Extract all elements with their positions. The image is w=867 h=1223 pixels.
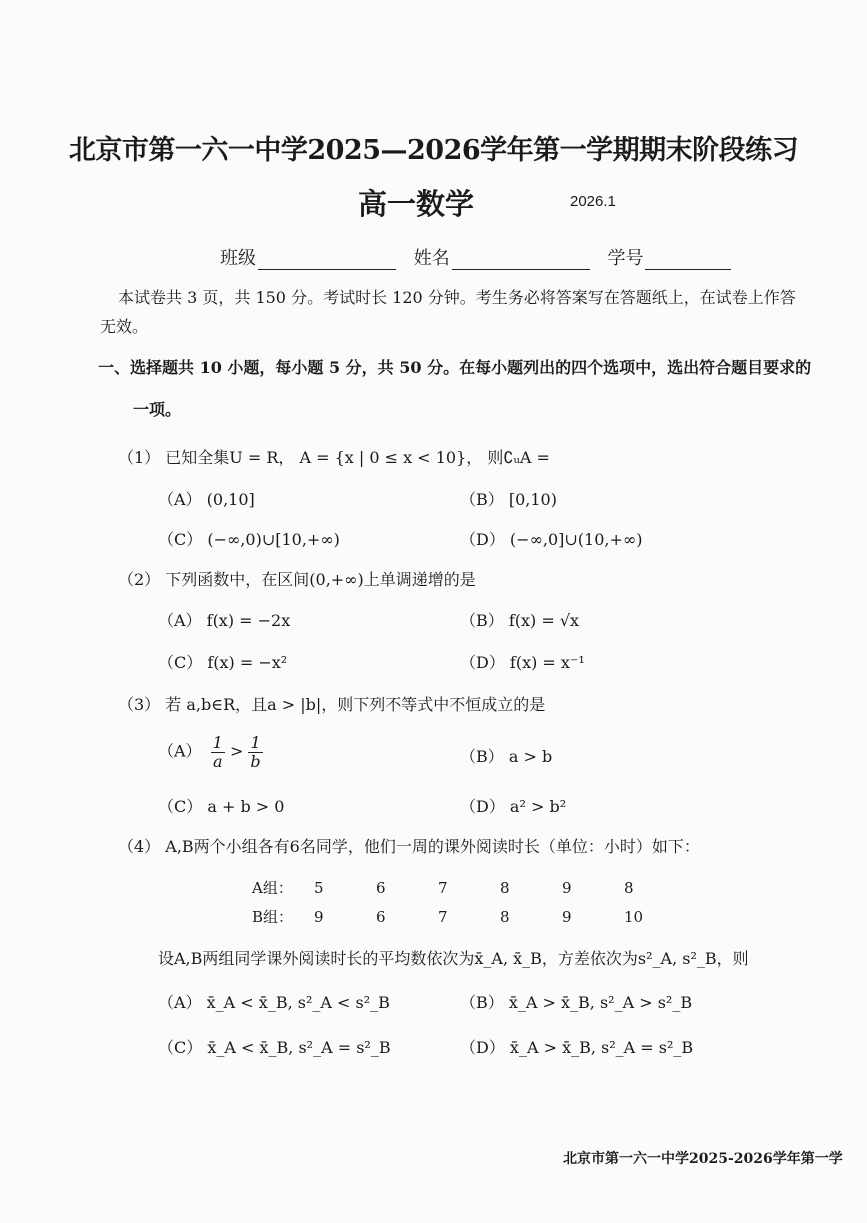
question-4-follow: 设A,B两组同学课外阅读时长的平均数依次为x̄_A, x̄_B，方差依次为s²_A, s²_B，则 bbox=[158, 949, 749, 968]
instructions-line-2: 无效。 bbox=[100, 317, 149, 336]
q1-option-d[interactable]: （D） (−∞,0]∪(10,+∞) bbox=[460, 530, 643, 549]
subject-title: 高一数学 bbox=[358, 187, 475, 221]
question-1-stem: （1） 已知全集U = R， A = {x | 0 ≤ x < 10}， 则∁ᵤA = bbox=[118, 448, 550, 467]
exam-date: 2026.1 bbox=[570, 193, 616, 210]
q3-option-c[interactable]: （C） a + b > 0 bbox=[158, 797, 285, 816]
table-row-a: A组： 5 6 7 8 9 8 bbox=[252, 879, 634, 897]
exam-title: 北京市第一六一中学2025—2026学年第一学期期末阶段练习 bbox=[68, 135, 799, 166]
q4-option-a[interactable]: （A） x̄_A < x̄_B, s²_A < s²_B bbox=[158, 993, 390, 1012]
student-info-fields bbox=[220, 244, 731, 270]
q2-option-a[interactable]: （A） f(x) = −2x bbox=[158, 611, 291, 630]
question-2-stem: （2） 下列函数中，在区间(0,+∞)上单调递增的是 bbox=[118, 570, 476, 589]
student-id-field[interactable]: 学号 bbox=[607, 244, 731, 270]
question-3-stem: （3） 若 a,b∈R，且a > |b|，则下列不等式中不恒成立的是 bbox=[118, 695, 546, 714]
question-4-stem: （4） A,B两个小组各有6名同学，他们一周的课外阅读时长（单位：小时）如下： bbox=[118, 837, 700, 856]
q1-option-c[interactable]: （C） (−∞,0)∪[10,+∞) bbox=[158, 530, 340, 549]
q1-option-b[interactable]: （B） [0,10) bbox=[460, 490, 557, 509]
q3-option-d[interactable]: （D） a² > b² bbox=[460, 797, 567, 816]
instructions-line-1: 本试卷共 3 页，共 150 分。考试时长 120 分钟。考生务必将答案写在答题纸上，在试卷上作答 bbox=[118, 288, 796, 307]
q4-option-c[interactable]: （C） x̄_A < x̄_B, s²_A = s²_B bbox=[158, 1038, 391, 1057]
q3-option-b[interactable]: （B） a > b bbox=[460, 747, 553, 766]
q4-option-d[interactable]: （D） x̄_A > x̄_B, s²_A = s²_B bbox=[460, 1038, 694, 1057]
fraction-one-over-a: $\frac{1}{a}$ bbox=[212, 733, 223, 771]
table-row-b: B组： 9 6 7 8 9 10 bbox=[252, 908, 644, 926]
section-heading: 一、选择题共 10 小题，每小题 5 分，共 50 分。在每小题列出的四个选项中，选出符合题目要求的 bbox=[98, 358, 812, 377]
q2-option-c[interactable]: （C） f(x) = −x² bbox=[158, 653, 288, 672]
name-field[interactable]: 姓名 bbox=[414, 244, 590, 270]
class-field[interactable]: 班级 bbox=[220, 244, 396, 270]
fraction-one-over-b: $\frac{1}{b}$ bbox=[250, 733, 261, 771]
q2-option-b[interactable]: （B） f(x) = √x bbox=[460, 611, 580, 630]
q2-option-d[interactable]: （D） f(x) = x⁻¹ bbox=[460, 653, 585, 672]
q3-option-a[interactable]: （A） $\frac{1}{a}$ > $\frac{1}{b}$ bbox=[158, 733, 261, 771]
q4-option-b[interactable]: （B） x̄_A > x̄_B, s²_A > s²_B bbox=[460, 993, 693, 1012]
section-heading-cont: 一项。 bbox=[133, 400, 182, 419]
q1-option-a[interactable]: （A） (0,10] bbox=[158, 490, 255, 509]
page-footer: 北京市第一六一中学2025-2026学年第一学 bbox=[563, 1151, 843, 1167]
